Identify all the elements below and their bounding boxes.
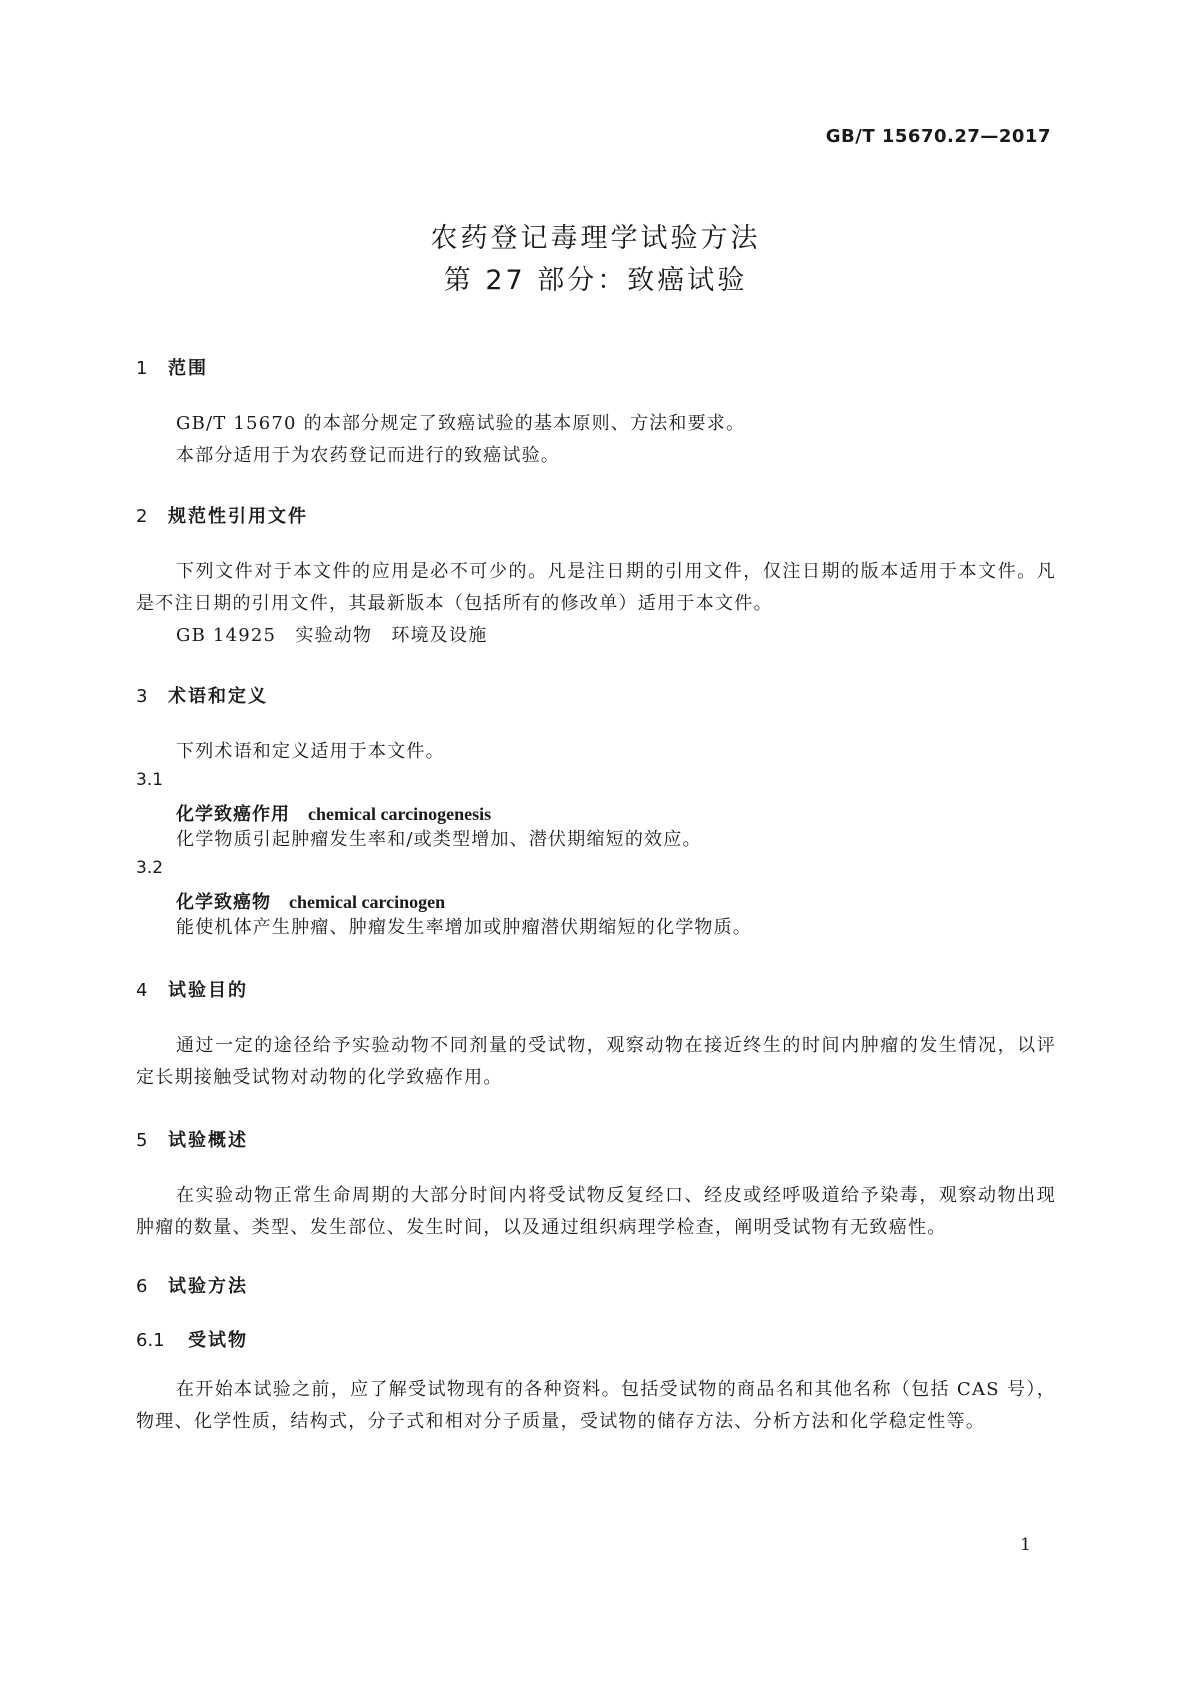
normative-reference: GB 14925 实验动物 环境及设施 (176, 625, 488, 646)
term-number: 3.2 (136, 858, 164, 878)
subsection-6-1-heading (136, 1326, 248, 1352)
term-3-2 (176, 888, 445, 914)
paragraph: 下列文件对于本文件的应用是必不可少的。凡是注日期的引用文件，仅注日期的版本适用于本文件。凡是不注日期的引用文件，其最新版本（包括所有的修改单）适用于本文件。 (136, 561, 1056, 614)
section-number: 6 (136, 1276, 148, 1297)
term-number: 3.1 (136, 770, 164, 790)
section-title: 试验方法 (168, 1276, 248, 1297)
paragraph: 在实验动物正常生命周期的大部分时间内将受试物反复经口、经皮或经呼吸道给予染毒，观察动物出现肿瘤的数量、类型、发生部位、发生时间，以及通过组织病理学检查，阐明受试物有无致癌性。 (136, 1185, 1056, 1238)
section-2-heading (136, 502, 308, 528)
section-number: 1 (136, 358, 148, 379)
section-number: 2 (136, 506, 148, 527)
section-number: 4 (136, 980, 148, 1001)
paragraph: 下列术语和定义适用于本文件。 (176, 741, 445, 762)
section-number: 3 (136, 686, 148, 707)
term-english: chemical carcinogenesis (308, 804, 492, 824)
section-4-heading (136, 976, 248, 1002)
document-title: 农药登记毒理学试验方法 (430, 223, 761, 254)
section-1-heading (136, 354, 208, 380)
page-number: 1 (1020, 1535, 1031, 1555)
section-title: 试验概述 (168, 1130, 248, 1151)
subsection-number: 6.1 (136, 1330, 165, 1351)
term-3-1 (176, 800, 491, 826)
section-title: 范围 (168, 358, 208, 379)
term-english: chemical carcinogen (289, 892, 446, 912)
paragraph: 通过一定的途径给予实验动物不同剂量的受试物，观察动物在接近终生的时间内肿瘤的发生情况，以评定长期接触受试物对动物的化学致癌作用。 (136, 1035, 1056, 1088)
term-definition: 化学物质引起肿瘤发生率和/或类型增加、潜伏期缩短的效应。 (176, 829, 702, 850)
section-title: 规范性引用文件 (168, 506, 308, 527)
term-definition: 能使机体产生肿瘤、肿瘤发生率增加或肿瘤潜伏期缩短的化学物质。 (176, 917, 752, 938)
standard-number: GB/T 15670.27—2017 (825, 126, 1051, 147)
subsection-title: 受试物 (188, 1330, 248, 1351)
paragraph: 本部分适用于为农药登记而进行的致癌试验。 (176, 445, 560, 466)
paragraph: GB/T 15670 的本部分规定了致癌试验的基本原则、方法和要求。 (176, 413, 746, 434)
section-number: 5 (136, 1130, 148, 1151)
section-title: 术语和定义 (168, 686, 268, 707)
section-6-heading (136, 1272, 248, 1298)
section-5-heading (136, 1126, 248, 1152)
term-chinese: 化学致癌作用 (176, 804, 290, 825)
section-3-heading (136, 682, 268, 708)
paragraph: 在开始本试验之前，应了解受试物现有的各种资料。包括受试物的商品名和其他名称（包括 CAS 号），物理、化学性质，结构式，分子式和相对分子质量，受试物的储存方法、分析方法和化学稳定性等。 (136, 1379, 1056, 1432)
term-chinese: 化学致癌物 (176, 892, 271, 913)
section-title: 试验目的 (168, 980, 248, 1001)
document-subtitle: 第 27 部分：致癌试验 (443, 265, 748, 296)
